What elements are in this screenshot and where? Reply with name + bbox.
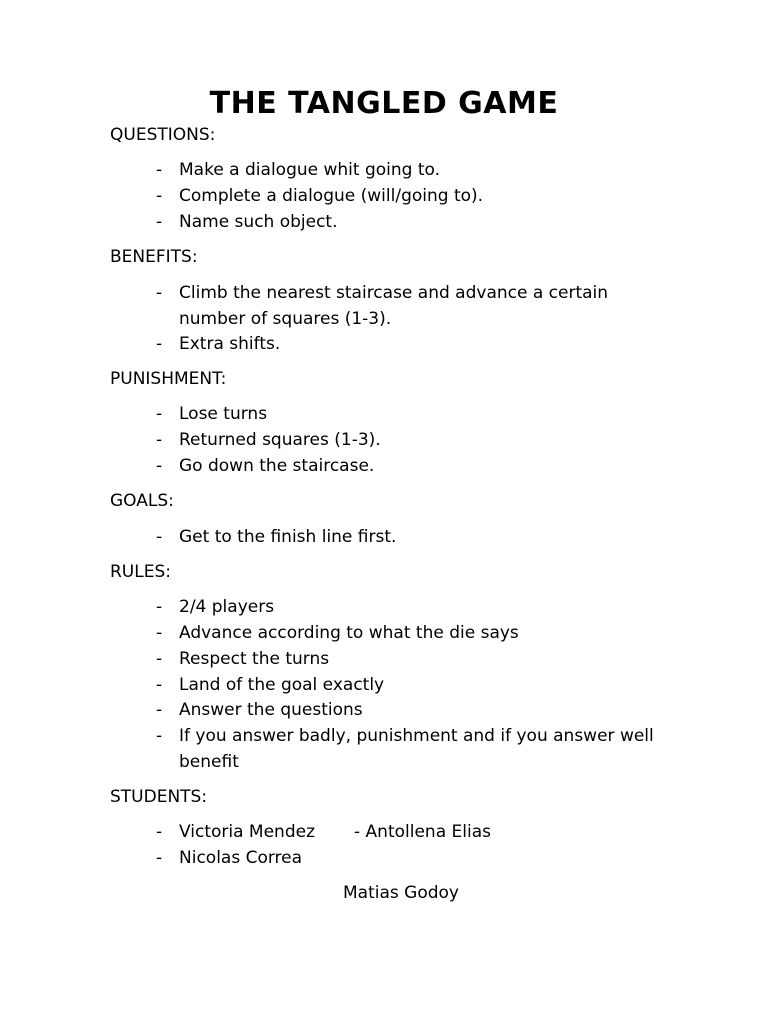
list-item-text: Go down the staircase. [179,456,375,476]
student-name: Victoria Mendez [179,822,315,842]
list-item-text: Returned squares (1-3). [179,430,381,450]
list-item-text: number of squares (1-3). [179,309,392,329]
bullet-dash: - [156,675,163,695]
section-heading-rules: RULES: [110,562,171,582]
bullet-dash: - [156,822,163,842]
section-heading-goals: GOALS: [110,491,174,511]
bullet-dash: - [156,456,163,476]
list-item-text: Name such object. [179,212,338,232]
list-item-text: 2/4 players [179,597,275,617]
student-name: Matias Godoy [343,883,459,903]
student-name: Nicolas Correa [179,848,303,868]
bullet-dash: - [156,527,163,547]
bullet-dash: - [156,726,163,746]
bullet-dash: - [156,700,163,720]
bullet-dash: - [156,186,163,206]
bullet-dash: - [156,430,163,450]
list-item-text: Get to the finish line first. [179,527,397,547]
list-item-text: Extra shifts. [179,334,281,354]
student-name: - Antollena Elias [354,822,491,842]
list-item-text: Advance according to what the die says [179,623,519,643]
section-heading-punishment: PUNISHMENT: [110,369,227,389]
page-title: THE TANGLED GAME [209,86,559,121]
list-item-text: Land of the goal exactly [179,675,385,695]
list-item-text: Lose turns [179,404,268,424]
bullet-dash: - [156,160,163,180]
list-item-text: benefit [179,752,239,772]
bullet-dash: - [156,649,163,669]
section-heading-students: STUDENTS: [110,787,208,807]
section-heading-questions: QUESTIONS: [110,125,216,145]
bullet-dash: - [156,404,163,424]
section-heading-benefits: BENEFITS: [110,247,198,267]
bullet-dash: - [156,334,163,354]
list-item-text: Answer the questions [179,700,363,720]
list-item-text: Complete a dialogue (will/going to). [179,186,484,206]
list-item-text: Respect the turns [179,649,330,669]
list-item-text: Make a dialogue whit going to. [179,160,441,180]
list-item-text: Climb the nearest staircase and advance a certain [179,283,609,303]
bullet-dash: - [156,597,163,617]
bullet-dash: - [156,623,163,643]
bullet-dash: - [156,848,163,868]
bullet-dash: - [156,212,163,232]
bullet-dash: - [156,283,163,303]
list-item-text: If you answer badly, punishment and if you answer well [179,726,654,746]
